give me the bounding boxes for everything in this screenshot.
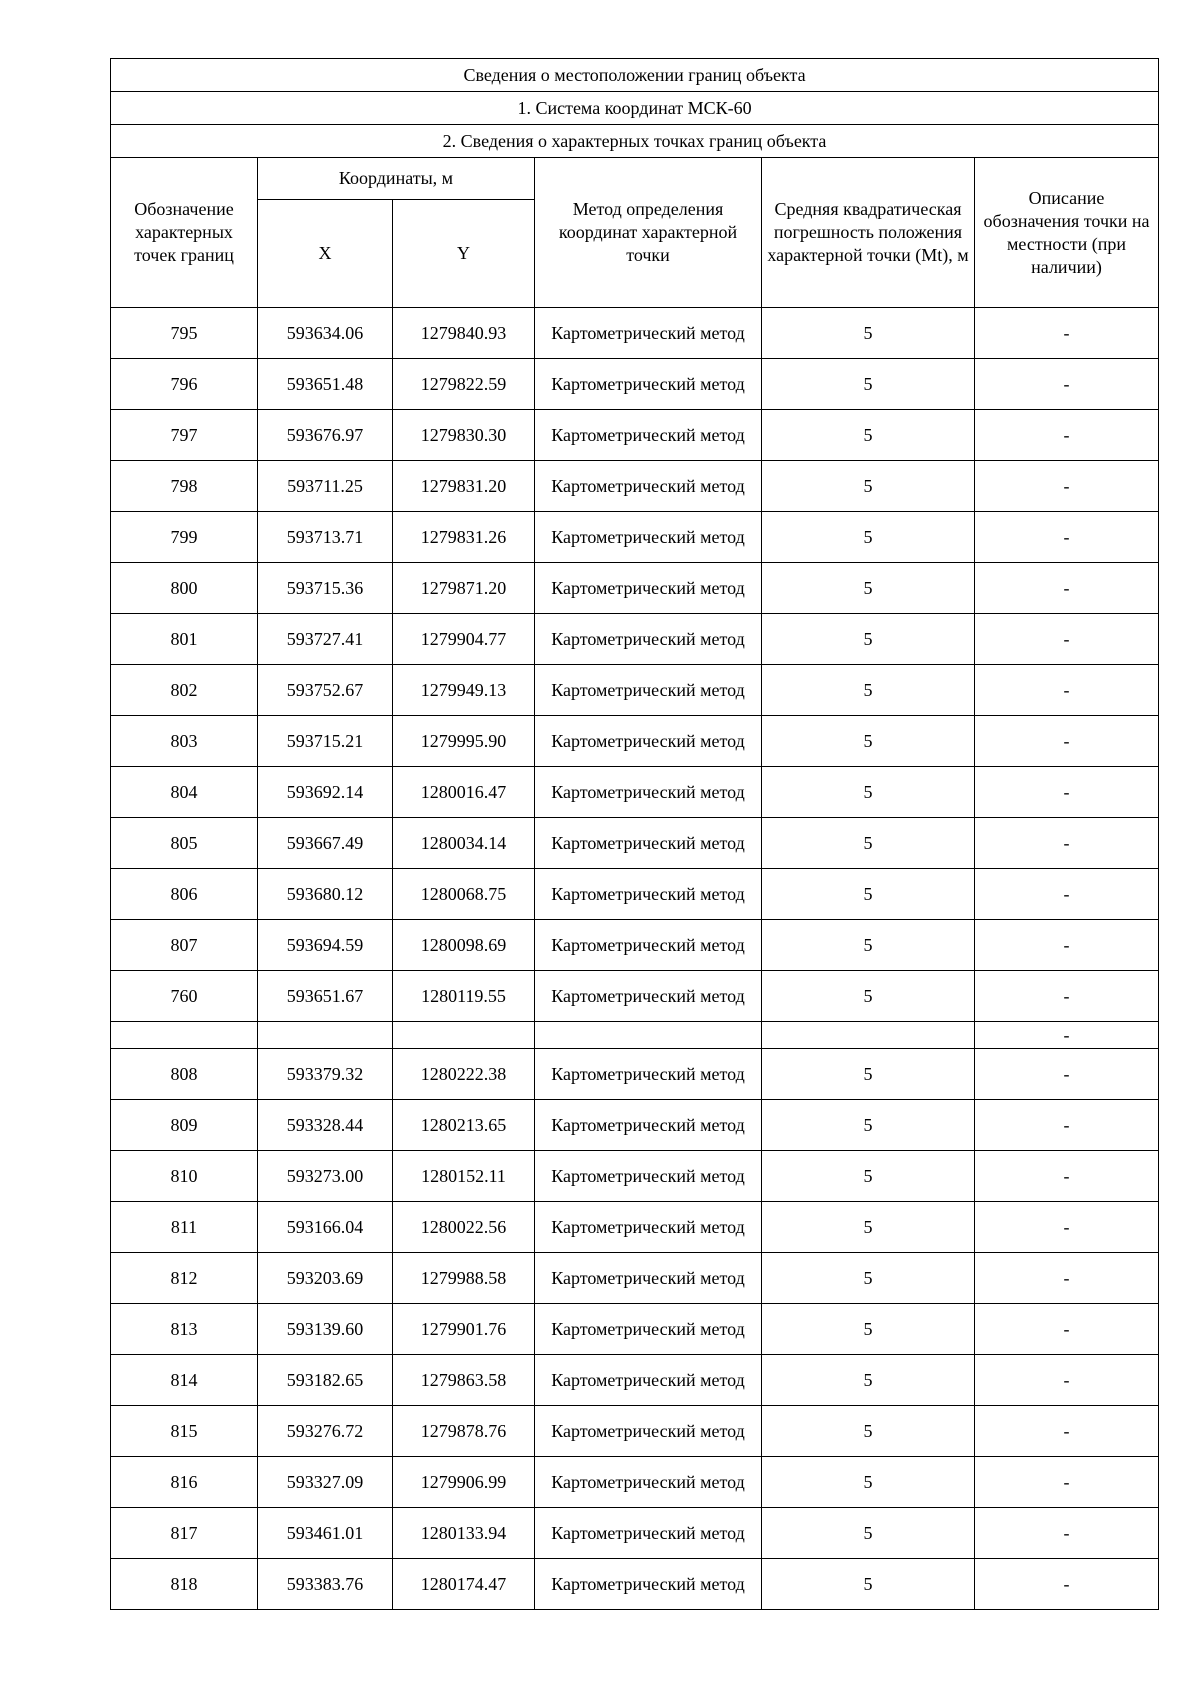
header-method: Метод определения координат характерной точки bbox=[535, 158, 762, 308]
point-id-cell: 809 bbox=[111, 1100, 258, 1151]
table-row bbox=[111, 971, 1159, 1022]
header-x: X bbox=[258, 200, 393, 308]
table-row bbox=[111, 920, 1159, 971]
x-coordinate-cell: 593680.12 bbox=[258, 869, 393, 920]
mean-error-cell: 5 bbox=[762, 767, 975, 818]
y-coordinate-cell: 1279831.20 bbox=[393, 461, 535, 512]
method-cell: Картометрический метод bbox=[535, 920, 762, 971]
table-row bbox=[111, 512, 1159, 563]
description-cell: - bbox=[975, 1253, 1159, 1304]
description-cell: - bbox=[975, 869, 1159, 920]
x-coordinate-cell: 593166.04 bbox=[258, 1202, 393, 1253]
point-id-cell: 807 bbox=[111, 920, 258, 971]
x-coordinate-cell: 593715.36 bbox=[258, 563, 393, 614]
point-id-cell: 810 bbox=[111, 1151, 258, 1202]
method-cell: Картометрический метод bbox=[535, 971, 762, 1022]
x-coordinate-cell: 593752.67 bbox=[258, 665, 393, 716]
point-id-cell: 804 bbox=[111, 767, 258, 818]
table-row bbox=[111, 1559, 1159, 1610]
x-coordinate-cell: 593667.49 bbox=[258, 818, 393, 869]
description-cell: - bbox=[975, 614, 1159, 665]
description-cell: - bbox=[975, 563, 1159, 614]
table-row bbox=[111, 1049, 1159, 1100]
x-coordinate-cell: 593139.60 bbox=[258, 1304, 393, 1355]
x-coordinate-cell: 593276.72 bbox=[258, 1406, 393, 1457]
table-row bbox=[111, 1406, 1159, 1457]
mean-error-cell: 5 bbox=[762, 1253, 975, 1304]
table-row bbox=[111, 1202, 1159, 1253]
y-coordinate-cell: 1280119.55 bbox=[393, 971, 535, 1022]
table-row bbox=[111, 308, 1159, 359]
point-id-cell: 814 bbox=[111, 1355, 258, 1406]
point-id-cell: 803 bbox=[111, 716, 258, 767]
x-coordinate-cell: 593727.41 bbox=[258, 614, 393, 665]
table-row bbox=[111, 716, 1159, 767]
point-id-cell: 796 bbox=[111, 359, 258, 410]
point-id-cell: 798 bbox=[111, 461, 258, 512]
x-coordinate-cell: 593713.71 bbox=[258, 512, 393, 563]
table-row bbox=[111, 767, 1159, 818]
x-coordinate-cell: 593692.14 bbox=[258, 767, 393, 818]
mean-error-cell: 5 bbox=[762, 920, 975, 971]
mean-error-cell: 5 bbox=[762, 1406, 975, 1457]
mean-error-cell: 5 bbox=[762, 461, 975, 512]
y-coordinate-cell: 1280098.69 bbox=[393, 920, 535, 971]
method-cell: Картометрический метод bbox=[535, 563, 762, 614]
method-cell: Картометрический метод bbox=[535, 1559, 762, 1610]
header-mean-error: Средняя квадратическая погрешность положения характерной точки (Mt), м bbox=[762, 158, 975, 308]
point-id-cell bbox=[111, 1022, 258, 1049]
method-cell: Картометрический метод bbox=[535, 1304, 762, 1355]
description-cell: - bbox=[975, 1049, 1159, 1100]
mean-error-cell: 5 bbox=[762, 308, 975, 359]
description-cell: - bbox=[975, 461, 1159, 512]
x-coordinate-cell: 593715.21 bbox=[258, 716, 393, 767]
table-row bbox=[111, 410, 1159, 461]
mean-error-cell: 5 bbox=[762, 665, 975, 716]
mean-error-cell: 5 bbox=[762, 1508, 975, 1559]
x-coordinate-cell: 593273.00 bbox=[258, 1151, 393, 1202]
y-coordinate-cell: 1280133.94 bbox=[393, 1508, 535, 1559]
x-coordinate-cell: 593676.97 bbox=[258, 410, 393, 461]
point-id-cell: 801 bbox=[111, 614, 258, 665]
mean-error-cell: 5 bbox=[762, 1100, 975, 1151]
y-coordinate-cell: 1280016.47 bbox=[393, 767, 535, 818]
method-cell: Картометрический метод bbox=[535, 869, 762, 920]
mean-error-cell: 5 bbox=[762, 1202, 975, 1253]
method-cell: Картометрический метод bbox=[535, 410, 762, 461]
x-coordinate-cell: 593328.44 bbox=[258, 1100, 393, 1151]
mean-error-cell: 5 bbox=[762, 869, 975, 920]
method-cell: Картометрический метод bbox=[535, 1202, 762, 1253]
method-cell: Картометрический метод bbox=[535, 716, 762, 767]
description-cell: - bbox=[975, 1457, 1159, 1508]
description-cell: - bbox=[975, 971, 1159, 1022]
y-coordinate-cell: 1280222.38 bbox=[393, 1049, 535, 1100]
mean-error-cell: 5 bbox=[762, 563, 975, 614]
description-cell: - bbox=[975, 818, 1159, 869]
point-id-cell: 811 bbox=[111, 1202, 258, 1253]
points-section-heading: 2. Сведения о характерных точках границ объекта bbox=[111, 125, 1159, 158]
method-cell: Картометрический метод bbox=[535, 1508, 762, 1559]
x-coordinate-cell: 593383.76 bbox=[258, 1559, 393, 1610]
table-row bbox=[111, 1304, 1159, 1355]
table-row bbox=[111, 1355, 1159, 1406]
y-coordinate-cell: 1279906.99 bbox=[393, 1457, 535, 1508]
description-cell: - bbox=[975, 665, 1159, 716]
y-coordinate-cell: 1279830.30 bbox=[393, 410, 535, 461]
y-coordinate-cell: 1279949.13 bbox=[393, 665, 535, 716]
y-coordinate-cell: 1279988.58 bbox=[393, 1253, 535, 1304]
method-cell: Картометрический метод bbox=[535, 1457, 762, 1508]
table-row bbox=[111, 563, 1159, 614]
table-row bbox=[111, 1457, 1159, 1508]
mean-error-cell: 5 bbox=[762, 1559, 975, 1610]
mean-error-cell: 5 bbox=[762, 359, 975, 410]
point-id-cell: 812 bbox=[111, 1253, 258, 1304]
method-cell: Картометрический метод bbox=[535, 359, 762, 410]
method-cell: Картометрический метод bbox=[535, 767, 762, 818]
point-id-cell: 795 bbox=[111, 308, 258, 359]
method-cell: Картометрический метод bbox=[535, 461, 762, 512]
description-cell: - bbox=[975, 1100, 1159, 1151]
x-coordinate-cell bbox=[258, 1022, 393, 1049]
mean-error-cell: 5 bbox=[762, 1304, 975, 1355]
x-coordinate-cell: 593694.59 bbox=[258, 920, 393, 971]
mean-error-cell: 5 bbox=[762, 716, 975, 767]
method-cell: Картометрический метод bbox=[535, 1151, 762, 1202]
description-cell: - bbox=[975, 1406, 1159, 1457]
point-id-cell: 817 bbox=[111, 1508, 258, 1559]
boundary-points-table bbox=[110, 58, 1159, 1610]
description-cell: - bbox=[975, 1559, 1159, 1610]
mean-error-cell: 5 bbox=[762, 410, 975, 461]
y-coordinate-cell: 1280152.11 bbox=[393, 1151, 535, 1202]
description-cell: - bbox=[975, 716, 1159, 767]
x-coordinate-cell: 593651.67 bbox=[258, 971, 393, 1022]
table-row bbox=[111, 1253, 1159, 1304]
point-id-cell: 815 bbox=[111, 1406, 258, 1457]
method-cell: Картометрический метод bbox=[535, 512, 762, 563]
description-cell: - bbox=[975, 1202, 1159, 1253]
method-cell: Картометрический метод bbox=[535, 1253, 762, 1304]
table-row bbox=[111, 614, 1159, 665]
document-title: Сведения о местоположении границ объекта bbox=[111, 59, 1159, 92]
point-id-cell: 813 bbox=[111, 1304, 258, 1355]
x-coordinate-cell: 593711.25 bbox=[258, 461, 393, 512]
y-coordinate-cell: 1279871.20 bbox=[393, 563, 535, 614]
point-id-cell: 806 bbox=[111, 869, 258, 920]
table-row bbox=[111, 1100, 1159, 1151]
y-coordinate-cell: 1279863.58 bbox=[393, 1355, 535, 1406]
y-coordinate-cell: 1279831.26 bbox=[393, 512, 535, 563]
y-coordinate-cell: 1280022.56 bbox=[393, 1202, 535, 1253]
point-id-cell: 805 bbox=[111, 818, 258, 869]
mean-error-cell: 5 bbox=[762, 512, 975, 563]
point-id-cell: 816 bbox=[111, 1457, 258, 1508]
description-cell: - bbox=[975, 1022, 1159, 1049]
description-cell: - bbox=[975, 767, 1159, 818]
method-cell: Картометрический метод bbox=[535, 1355, 762, 1406]
method-cell: Картометрический метод bbox=[535, 1406, 762, 1457]
y-coordinate-cell: 1280068.75 bbox=[393, 869, 535, 920]
mean-error-cell: 5 bbox=[762, 1151, 975, 1202]
header-description: Описание обозначения точки на местности (при наличии) bbox=[975, 158, 1159, 308]
table-row bbox=[111, 1151, 1159, 1202]
description-cell: - bbox=[975, 1304, 1159, 1355]
point-id-cell: 818 bbox=[111, 1559, 258, 1610]
coordinate-system-heading: 1. Система координат МСК-60 bbox=[111, 92, 1159, 125]
x-coordinate-cell: 593203.69 bbox=[258, 1253, 393, 1304]
description-cell: - bbox=[975, 1355, 1159, 1406]
separator-row bbox=[111, 1022, 1159, 1049]
header-point-designation: Обозначение характерных точек границ bbox=[111, 158, 258, 308]
y-coordinate-cell: 1279901.76 bbox=[393, 1304, 535, 1355]
x-coordinate-cell: 593327.09 bbox=[258, 1457, 393, 1508]
method-cell: Картометрический метод bbox=[535, 818, 762, 869]
x-coordinate-cell: 593461.01 bbox=[258, 1508, 393, 1559]
y-coordinate-cell: 1280213.65 bbox=[393, 1100, 535, 1151]
mean-error-cell: 5 bbox=[762, 818, 975, 869]
x-coordinate-cell: 593182.65 bbox=[258, 1355, 393, 1406]
y-coordinate-cell: 1279878.76 bbox=[393, 1406, 535, 1457]
y-coordinate-cell: 1279995.90 bbox=[393, 716, 535, 767]
description-cell: - bbox=[975, 920, 1159, 971]
x-coordinate-cell: 593379.32 bbox=[258, 1049, 393, 1100]
point-id-cell: 797 bbox=[111, 410, 258, 461]
mean-error-cell: 5 bbox=[762, 1457, 975, 1508]
method-cell: Картометрический метод bbox=[535, 614, 762, 665]
header-coordinates: Координаты, м bbox=[258, 158, 535, 200]
y-coordinate-cell: 1280174.47 bbox=[393, 1559, 535, 1610]
table-row bbox=[111, 359, 1159, 410]
method-cell: Картометрический метод bbox=[535, 308, 762, 359]
method-cell: Картометрический метод bbox=[535, 1049, 762, 1100]
header-y: Y bbox=[393, 200, 535, 308]
description-cell: - bbox=[975, 512, 1159, 563]
mean-error-cell: 5 bbox=[762, 971, 975, 1022]
point-id-cell: 760 bbox=[111, 971, 258, 1022]
method-cell: Картометрический метод bbox=[535, 665, 762, 716]
y-coordinate-cell: 1279822.59 bbox=[393, 359, 535, 410]
y-coordinate-cell: 1280034.14 bbox=[393, 818, 535, 869]
point-id-cell: 808 bbox=[111, 1049, 258, 1100]
x-coordinate-cell: 593651.48 bbox=[258, 359, 393, 410]
mean-error-cell: 5 bbox=[762, 1049, 975, 1100]
mean-error-cell bbox=[762, 1022, 975, 1049]
point-id-cell: 800 bbox=[111, 563, 258, 614]
method-cell bbox=[535, 1022, 762, 1049]
y-coordinate-cell: 1279904.77 bbox=[393, 614, 535, 665]
point-id-cell: 802 bbox=[111, 665, 258, 716]
description-cell: - bbox=[975, 1508, 1159, 1559]
table-row bbox=[111, 461, 1159, 512]
description-cell: - bbox=[975, 308, 1159, 359]
description-cell: - bbox=[975, 410, 1159, 461]
description-cell: - bbox=[975, 1151, 1159, 1202]
table-row bbox=[111, 869, 1159, 920]
table-row bbox=[111, 665, 1159, 716]
description-cell: - bbox=[975, 359, 1159, 410]
method-cell: Картометрический метод bbox=[535, 1100, 762, 1151]
table-row bbox=[111, 818, 1159, 869]
y-coordinate-cell: 1279840.93 bbox=[393, 308, 535, 359]
point-id-cell: 799 bbox=[111, 512, 258, 563]
mean-error-cell: 5 bbox=[762, 614, 975, 665]
table-row bbox=[111, 1508, 1159, 1559]
x-coordinate-cell: 593634.06 bbox=[258, 308, 393, 359]
y-coordinate-cell bbox=[393, 1022, 535, 1049]
mean-error-cell: 5 bbox=[762, 1355, 975, 1406]
